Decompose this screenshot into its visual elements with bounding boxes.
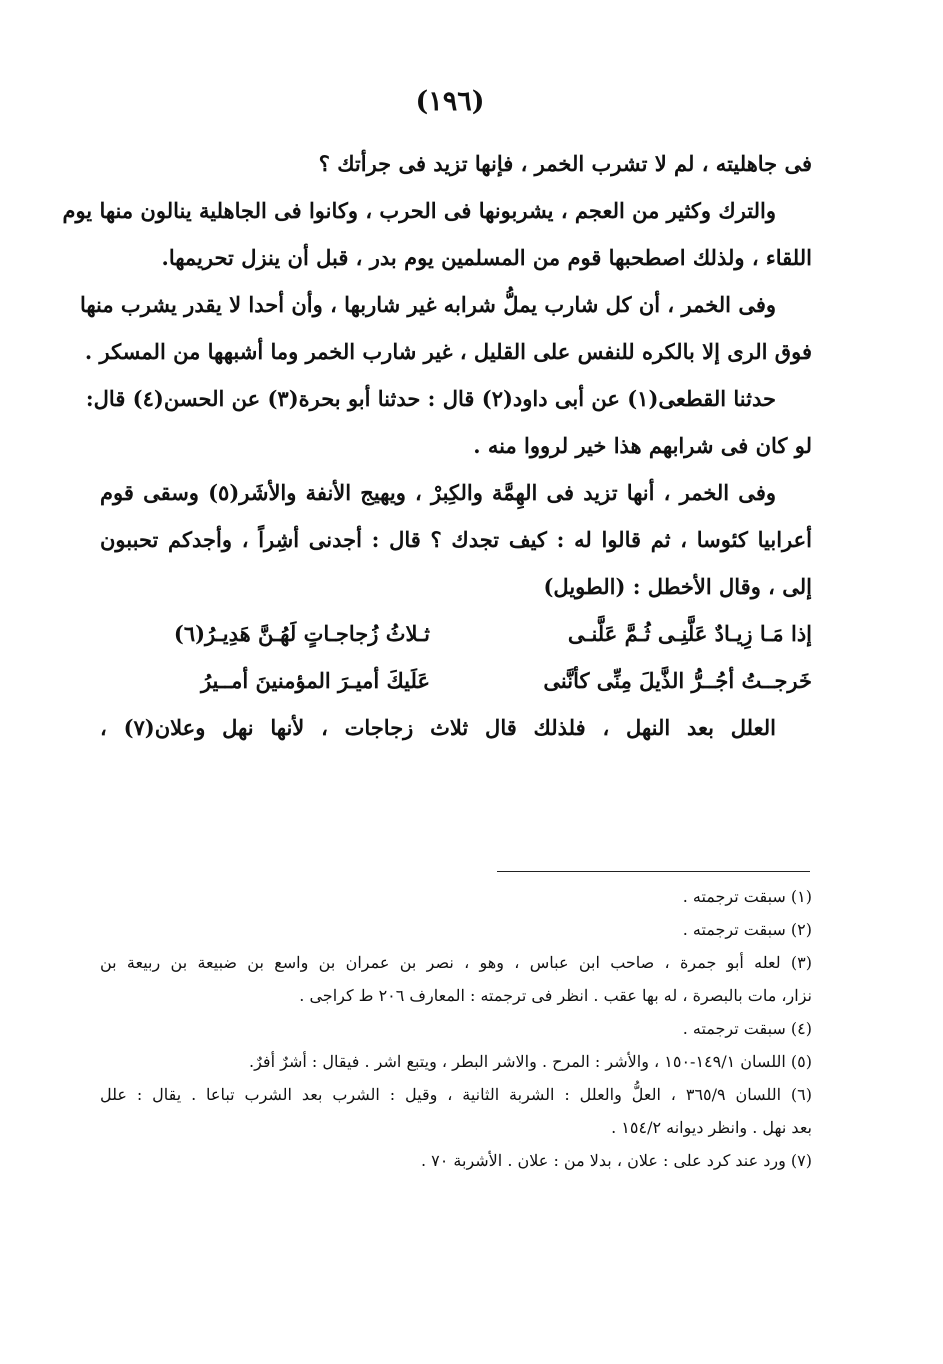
- verse-line: [100, 610, 812, 657]
- text-line: لو كان فى شرابهم هذا خير لرووا منه .: [473, 433, 812, 458]
- footnote: (٥) اللسان ١٤٩/١-١٥٠ ، والأشر : المرح . والاشر البطر ، ويتبع اشر . فيقال : أشرٌ أفرٌ.: [249, 1052, 812, 1071]
- text-line: اللقاء ، ولذلك اصطحبها قوم من المسلمين يوم بدر ، قبل أن ينزل تحريمها.: [161, 245, 812, 270]
- footnote: (٤) سبقت ترجمته .: [682, 1019, 812, 1038]
- text-line: حدثنا القطعى(١) عن أبى داود(٢) قال : حدثنا أبو بحرة(٣) عن الحسن(٤) قال:: [85, 386, 776, 411]
- verse-first-hemistich: خَرجــتُ أجُــرُّ الذَّيلَ مِنِّى كأنَّنى: [543, 668, 812, 693]
- verse-line: [100, 657, 812, 704]
- text-line: فى جاهليته ، لم لا تشرب الخمر ، فإنها تزيد فى جرأتك ؟: [318, 151, 812, 176]
- verse-first-hemistich: إذا مَـا زِيـادٌ عَلَّنِـى ثُـمَّ عَلَّنـى: [567, 621, 812, 646]
- footnote-separator: [497, 871, 810, 872]
- text-line: إلى ، وقال الأخطل : (الطويل): [543, 574, 812, 599]
- text-line: والترك وكثير من العجم ، يشربونها فى الحرب ، وكانوا فى الجاهلية ينالون منها يوم: [62, 198, 776, 223]
- footnote: (٢) سبقت ترجمته .: [682, 920, 812, 939]
- main-text: [62, 140, 812, 751]
- text-line: فوق الرى إلا بالكره للنفس على القليل ، غير شارب الخمر وما أشبهها من المسكر .: [84, 339, 812, 364]
- text-line: وفى الخمر ، أنها تزيد فى الهِمَّة والكِبرْ ، ويهيج الأنفة والأشَر(٥) وسقى قوم: [100, 480, 776, 505]
- footnote: (١) سبقت ترجمته .: [682, 887, 812, 906]
- text-line: وفى الخمر ، أن كل شارب يملُّ شرابه غير شاربها ، وأن أحدا لا يقدر يشرب منها: [79, 292, 776, 317]
- footnote-continuation: نزار، مات بالبصرة ، له بها عقب . انظر فى ترجمته : المعارف ٢٠٦ ط كراجى .: [299, 986, 812, 1005]
- footnote: (٦) اللسان ٣٦٥/٩ ، العلُّ والعلل : الشربة الثانية ، وقيل : الشرب بعد الشرب تباعا . يقال : علل: [100, 1085, 812, 1104]
- footnote: (٣) لعله أبو جمرة ، صاحب ابن عباس ، وهو ، نصر بن عمران بن واسع بن ضبيعة بن ربيعة بن: [100, 953, 812, 972]
- verse-second-hemistich: عَلَيكَ أميـرَ المؤمنينَ أمــيرُ: [200, 668, 430, 693]
- text-line: العلل بعد النهل ، فلذلك قال ثلاث زجاجات ، لأنها نهل وعلان(٧) ،: [100, 715, 776, 740]
- footnotes: [100, 880, 812, 1177]
- text-line: أعرابيا كئوسا ، ثم قالوا له : كيف تجدك ؟ قال : أجدنى أشِراً ، وأجدكم تحببون: [100, 527, 812, 552]
- footnote-continuation: بعد نهل . وانظر ديوانه ١٥٤/٢ .: [611, 1118, 812, 1137]
- verse-second-hemistich: ثـلاثُ زُجاجـاتٍ لَهُـنَّ هَدِيـرُ(٦): [173, 621, 430, 646]
- page-number: (١٩٦): [415, 86, 485, 117]
- footnote: (٧) ورد عند كرد على : علان ، بدلا من : علان . الأشربة ٧٠ .: [420, 1151, 812, 1170]
